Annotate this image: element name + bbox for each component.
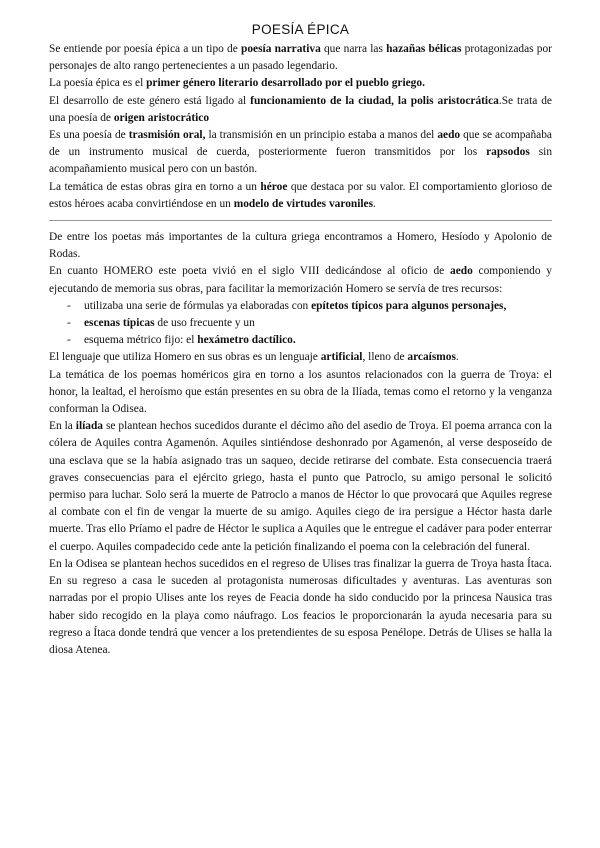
bold-text: escenas típicas — [84, 317, 155, 330]
paragraph-hero — [49, 179, 552, 213]
bold-text: héroe — [260, 180, 288, 193]
text: El lenguaje que utiliza Homero en sus obras es un lenguaje — [49, 351, 321, 364]
text: que destaca por su valor. El comportamiento glorioso de estos héroes acaba convirtiéndose en un — [49, 180, 552, 210]
paragraph-poets: De entre los poetas más importantes de la cultura griega encontramos a Homero, Hesíodo y Apolonio de Rodas. — [49, 231, 552, 261]
paragraph-odyssey: En la Odisea se plantean hechos sucedidos en el regreso de Ulises tras finalizar la guerra de Troya hasta Ítaca. En su regreso a casa le suceden al protagonista numerosas dificultades y aventuras. Las aventuras son narradas por el propio Ulises ante los reyes de Feacia donde ha sido conducido por la princesa Nausica tras haber sido recogido en la playa como náufrago. Los feacios le proporcionarán la ayuda necesaria para su regreso a Ítaca donde tendrá que vencer a los pretendientes de su esposa Penélope. Detrás de Ulises se halla la diosa Atenea. — [49, 557, 552, 656]
paragraph-language — [49, 349, 552, 366]
text: En la — [49, 420, 76, 433]
bold-text: arcaísmos — [407, 351, 456, 364]
section-divider — [49, 220, 552, 221]
paragraph-homero — [49, 263, 552, 297]
text: protagonizadas por personajes de alto rango pertenecientes a un pasado legendario. — [49, 43, 552, 73]
paragraph-epic-definition — [49, 41, 552, 75]
bold-text: origen aristocrático — [113, 111, 210, 124]
text: El desarrollo de este género está ligado al — [49, 94, 251, 107]
bold-text: trasmisión oral, — [128, 129, 206, 142]
bold-text: modelo de virtudes varoniles — [233, 197, 374, 210]
text: esquema métrico fijo: el — [84, 334, 198, 347]
bold-text: primer género literario desarrollado por el pueblo griego. — [146, 77, 425, 90]
text: que narra las — [320, 43, 387, 55]
bold-text: rapsodos — [486, 146, 530, 159]
text: .Se trata de una poesía de — [49, 94, 552, 124]
text: sin acompañamiento musical pero con un bastón. — [49, 146, 553, 176]
bold-text: funcionamiento de la ciudad, la polis aristocrática — [250, 94, 499, 107]
paragraph-polis — [49, 93, 552, 127]
bold-text: poesía narrativa — [241, 43, 321, 55]
page-title: POESÍA ÉPICA — [251, 22, 350, 37]
list-item: - utilizaba una serie de fórmulas ya elaboradas con epítetos típicos para algunos personajes, — [67, 299, 507, 312]
resources-list — [49, 298, 552, 350]
text: utilizaba una serie de fórmulas ya elaboradas con — [84, 299, 312, 312]
paragraph-oral-transmission — [49, 127, 552, 179]
bold-text: artificial — [320, 351, 363, 364]
paragraph-themes: La temática de los poemas homéricos gira en torno a los asuntos relacionados con la guerra de Troya: el honor, la lealtad, el heroísmo que están presentes en su obra de la Ilíada, temas como el retorno y la venganza conforman la Odisea. — [49, 368, 552, 416]
text: Es una poesía de — [49, 129, 129, 142]
bold-text: aedo — [450, 265, 473, 278]
list-item: - esquema métrico fijo: el hexámetro dactílico. — [67, 334, 296, 347]
bold-text: ilíada — [75, 420, 104, 433]
text: La temática de estas obras gira en torno a un — [49, 180, 261, 193]
text: componiendo y ejecutando de memoria sus obras, para facilitar la memorización Homero se servía de tres recursos: — [49, 265, 552, 295]
bold-text: hazañas bélicas — [386, 43, 462, 55]
text: se plantean hechos sucedidos durante el décimo año del asedio de Troya. El poema arranca con la cólera de Aquiles contra Agamenón. Aquiles sintiéndose deshonrado por Agamenón, al verse desposeído de una esclava que se la había asignado tras un saqueo, decide retirarse del combate. Esta consecuencia traerá graves consecuencias para el ejército griego, hasta el punto que Patroclo, su amigo personal le solicitó permiso para luchar. Solo será la muerte de Patroclo a manos de Héctor lo que provocará que Aquiles regrese al combate con el fin de vengar la muerte de su amigo. Aquiles ciego de ira persigue a Héctor hasta darle muerte. Tras ello Príamo el padre de Héctor le suplica a Aquiles que le entregue el cadáver para poder enterrar el cuerpo. Aquiles compadecido cede ante la petición finalizando el poema con la celebración del funeral. — [49, 420, 552, 553]
text: . — [455, 351, 459, 364]
paragraph-first-genre — [49, 75, 552, 92]
list-item: - escenas típicas de uso frecuente y un — [67, 317, 255, 330]
text: que se acompañaba de un instrumento musical de cuerda, posteriormente fueron transmitidos por los — [49, 129, 552, 159]
text: la transmisión en un principio estaba a manos del — [205, 129, 438, 142]
text: En cuanto HOMERO este poeta vivió en el siglo VIII dedicándose al oficio de — [49, 265, 450, 278]
text: La poesía épica es el — [49, 77, 147, 90]
text: , lleno de — [362, 351, 408, 364]
bold-text: aedo — [437, 129, 461, 142]
paragraph-iliad — [49, 418, 552, 556]
text: de uso frecuente y un — [154, 317, 255, 330]
text: Se entiende por poesía épica a un tipo de — [49, 43, 242, 55]
text: . — [373, 197, 376, 210]
bold-text: hexámetro dactílico. — [197, 334, 296, 347]
bold-text: epítetos típicos para algunos personajes, — [311, 299, 507, 312]
